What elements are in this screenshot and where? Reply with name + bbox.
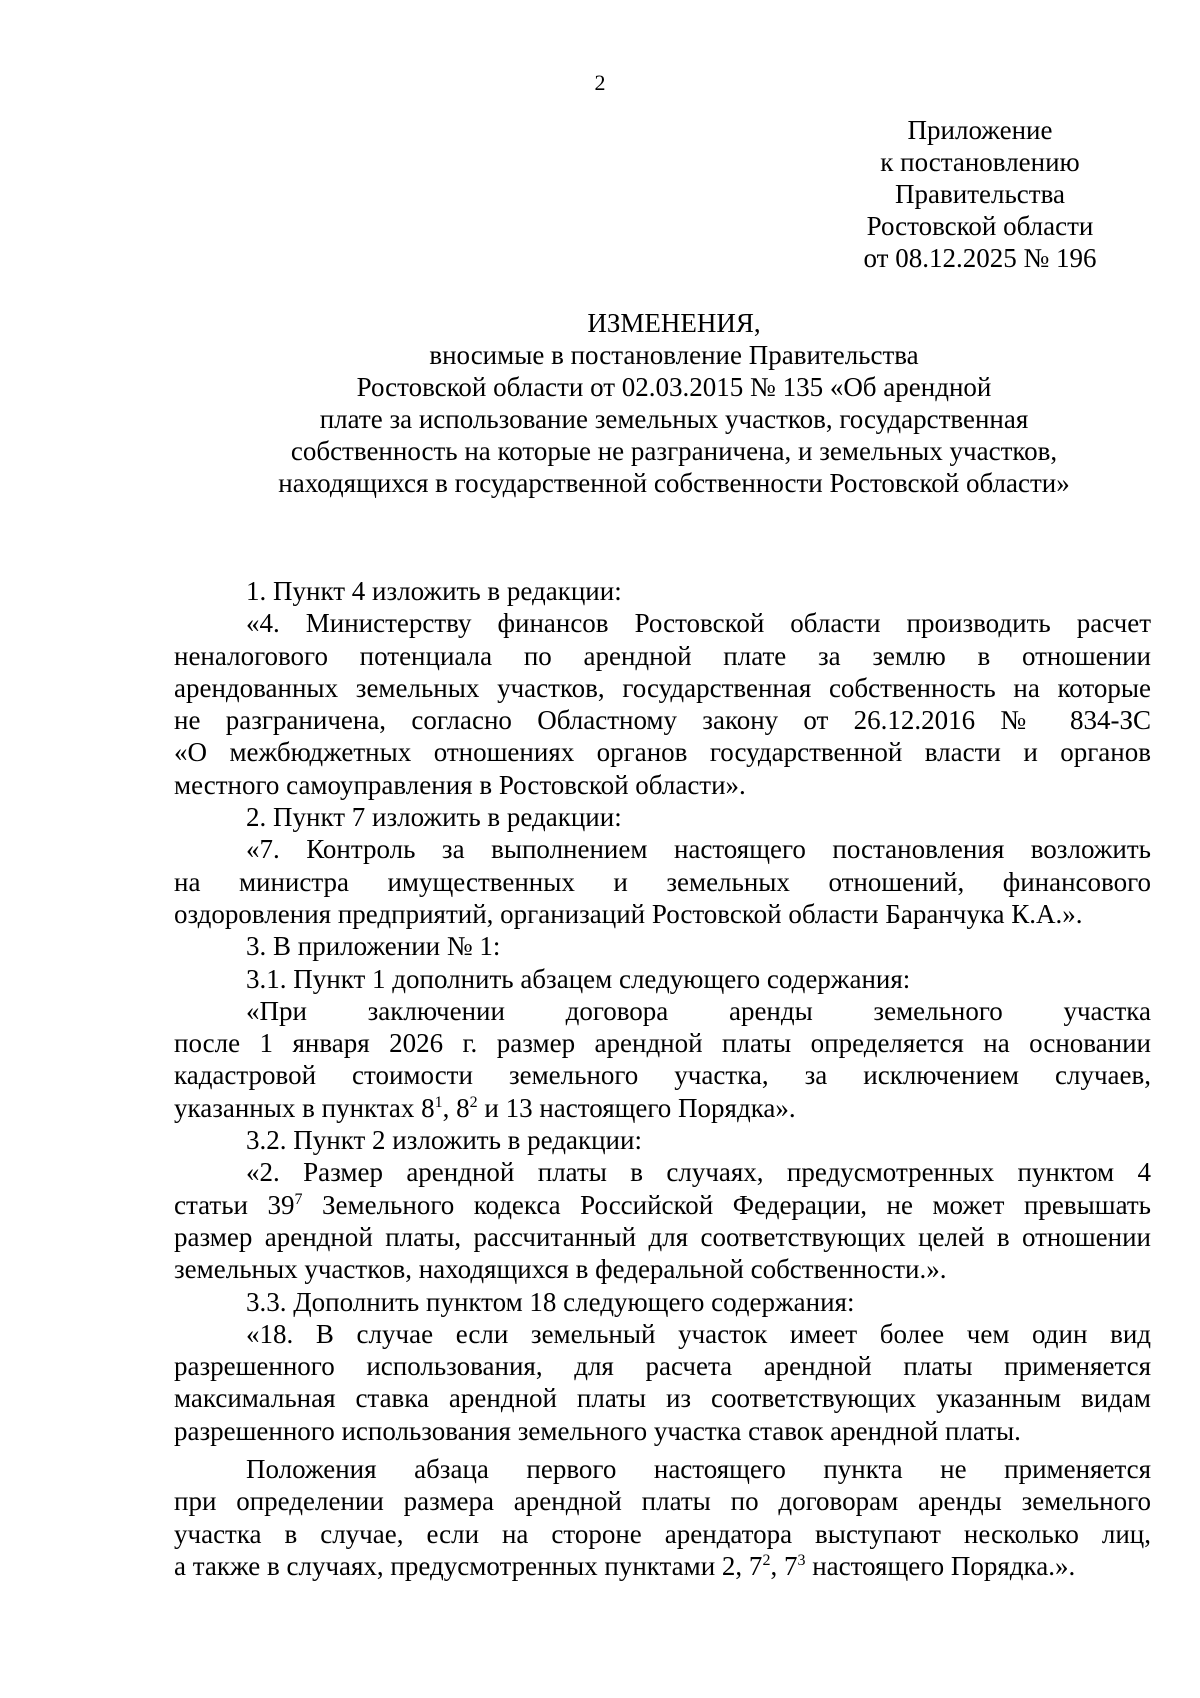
page-number: 2 — [594, 70, 606, 95]
title-line: вносимые в постановление Правительства — [429, 340, 919, 370]
appendix-line: от 08.12.2025 № 196 — [863, 243, 1097, 273]
title-line: Ростовской области от 02.03.2015 № 135 «Об арендной — [356, 372, 992, 402]
document-title — [174, 307, 1174, 499]
appendix-block — [830, 114, 1130, 274]
title-line: находящихся в государственной собственности Ростовской области» — [278, 468, 1070, 498]
item-3-2-heading: 3.2. Пункт 2 изложить в редакции: — [246, 1125, 642, 1156]
item-3-1-text: «При заключении договора аренды земельного участка после 1 января 2026 г. размер арендной платы определяется на основании кадастровой стоимости земельного участка, за исключением случаев, указанных в пунктах $8^1$, $8^2$ и 13 настоящего Порядка». — [174, 995, 1151, 1123]
title-line: плате за использование земельных участков, государственная — [319, 404, 1029, 434]
item-3-1-heading: 3.1. Пункт 1 дополнить абзацем следующего содержания: — [246, 963, 911, 994]
title-line: собственность на которые не разграничена, и земельных участков, — [290, 436, 1058, 466]
title-heading: ИЗМЕНЕНИЯ, — [587, 308, 761, 338]
appendix-line: Правительства — [895, 179, 1065, 209]
item-1-heading: 1. Пункт 4 изложить в редакции: — [246, 576, 622, 606]
document-body — [174, 575, 1151, 1582]
appendix-line: к постановлению — [880, 147, 1080, 177]
item-3-heading: 3. В приложении № 1: — [246, 931, 501, 962]
appendix-line: Приложение — [907, 115, 1053, 145]
item-3-3-text: «18. В случае если земельный участок имеет более чем один вид разрешенного использования, для расчета арендной платы применяется максимальная ставка арендной платы из соответствующих указанным видам разрешенного использования земельного участка ставок арендной платы. — [174, 1318, 1151, 1446]
item-3-3-paragraph-2: Положения абзаца первого настоящего пункта не применяется при определении размера арендной платы по договорам аренды земельного участка в случае, если на стороне арендатора выступают несколько лиц, а также в случаях, предусмотренных пунктами 2, $7^2$, $7^3$ настоящего Порядка.». — [174, 1454, 1151, 1581]
item-2-text: «7. Контроль за выполнением настоящего постановления возложить на министра имущественных и земельных отношений, финансового оздоровления предприятий, организаций Ростовской области Баранчука К.А.». — [174, 834, 1151, 929]
item-2-heading: 2. Пункт 7 изложить в редакции: — [246, 802, 622, 833]
item-3-3-heading: 3.3. Дополнить пунктом 18 следующего содержания: — [246, 1286, 855, 1317]
appendix-line: Ростовской области — [866, 211, 1094, 241]
item-1-text: «4. Министерству финансов Ростовской области производить расчет неналогового потенциала по арендной плате за землю в отношении арендованных земельных участков, государственная собственность на которые не разграничена, согласно Областному закону от 26.12.2016 № 834-ЗС «О межбюджетных отношениях органов государственной власти и органов местного самоуправления в Ростовской области». — [174, 608, 1151, 800]
item-3-2-text: «2. Размер арендной платы в случаях, предусмотренных пунктом 4 статьи $39^7$ Земельного кодекса Российской Федерации, не может превышать размер арендной платы, рассчитанный для соответствующих целей в отношении земельных участков, находящихся в федеральной собственности.». — [174, 1157, 1151, 1285]
